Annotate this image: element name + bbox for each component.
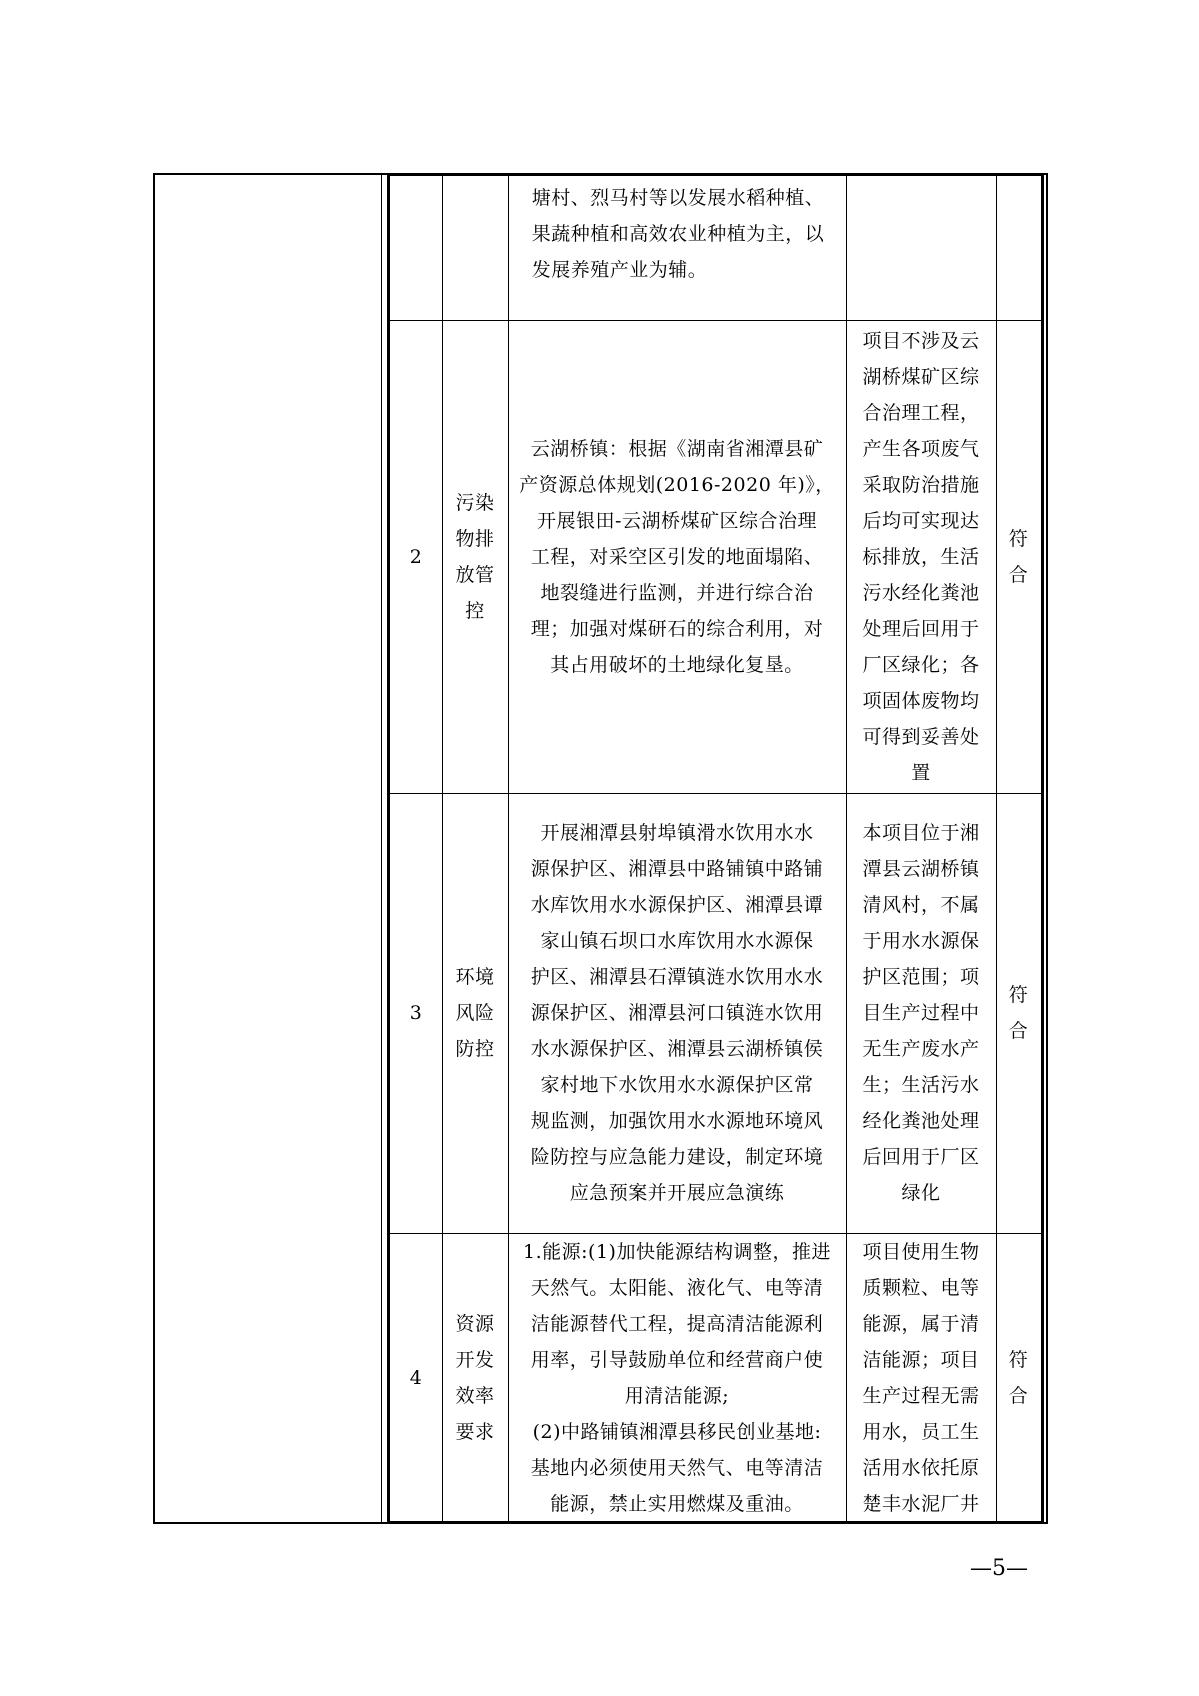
table-row-2-result: 符 合 [1008, 984, 1029, 1042]
inner-table [387, 173, 1044, 1524]
table-row-2-requirement: 开展湘潭县射埠镇滑水饮用水水 源保护区、湘潭县中路铺镇中路铺 水库饮用水水源保护区、湘潭县谭 家山镇石坝口水库饮用水水源保 护区、湘潭县石潭镇涟水饮用水水 源保护区、湘潭县河口镇涟水饮用 水水源保护区、湘潭县云湖桥镇侯 家村地下水饮用水水源保护区常 规监测，加强饮用水水源地环境风 险防控与应急能力建设，制定环境 应急预案并开展应急演练 [530, 822, 824, 1204]
table-row-2-category: 环境 风险 防控 [455, 966, 495, 1060]
table-row-3-requirement: 1.能源:(1)加快能源结构调整，推进 天然气。太阳能、液化气、电等清 洁能源替代工程，提高清洁能源利 用率，引导鼓励单位和经营商户使 用清洁能源; (2)中路铺镇湘潭县移民创业基地: 基地内必须使用天然气、电等清洁 能源，禁止实用燃煤及重油。 [523, 1241, 831, 1515]
table-row-2-num: 3 [409, 1002, 423, 1024]
outer-col-divider [381, 175, 382, 1522]
table-row-2-analysis: 本项目位于湘 潭县云湖桥镇 清风村，不属 于用水水源保 护区范围；项 目生产过程中 无生产废水产 生；生活污水 经化粪池处理 后回用于厂区 绿化 [862, 822, 980, 1204]
table-row-1-category: 污染 物排 放管 控 [455, 491, 495, 622]
table-row-1-result: 符 合 [1008, 527, 1029, 586]
table-row-1-analysis: 项目不涉及云 湖桥煤矿区综 合治理工程， 产生各项废气 采取防治措施 后均可实现达 标排放，生活 污水经化粪池 处理后回用于 厂区绿化；各 项固体废物均 可得到妥善处 置 [862, 329, 980, 784]
table-row-1-num: 2 [409, 545, 423, 568]
table-row-3-analysis: 项目使用生物 质颗粒、电等 能源，属于清 洁能源；项目 生产过程无需 用水，员工生 活用水依托原 楚丰水泥厂井 [862, 1241, 980, 1515]
table-row-3-category: 资源 开发 效率 要求 [455, 1313, 495, 1443]
table-row-1-requirement: 云湖桥镇：根据《湖南省湘潭县矿 产资源总体规划(2016-2020 年)》， 开展银田-云湖桥煤矿区综合治理 工程，对采空区引发的地面塌陷、 地裂缝进行监测，并进行综合治 理；加强对煤研石的综合利用，对 其占用破坏的土地绿化复垦。 [519, 437, 835, 676]
page-number: —5— [970, 1556, 1028, 1581]
table-row-0-requirement: 塘村、烈马村等以发展水稻种植、 果蔬种植和高效农业种植为主，以 发展养殖产业为辅。 [531, 187, 825, 281]
table-row-3-result: 符 合 [1008, 1349, 1029, 1407]
table-row-3-num: 4 [409, 1367, 423, 1389]
